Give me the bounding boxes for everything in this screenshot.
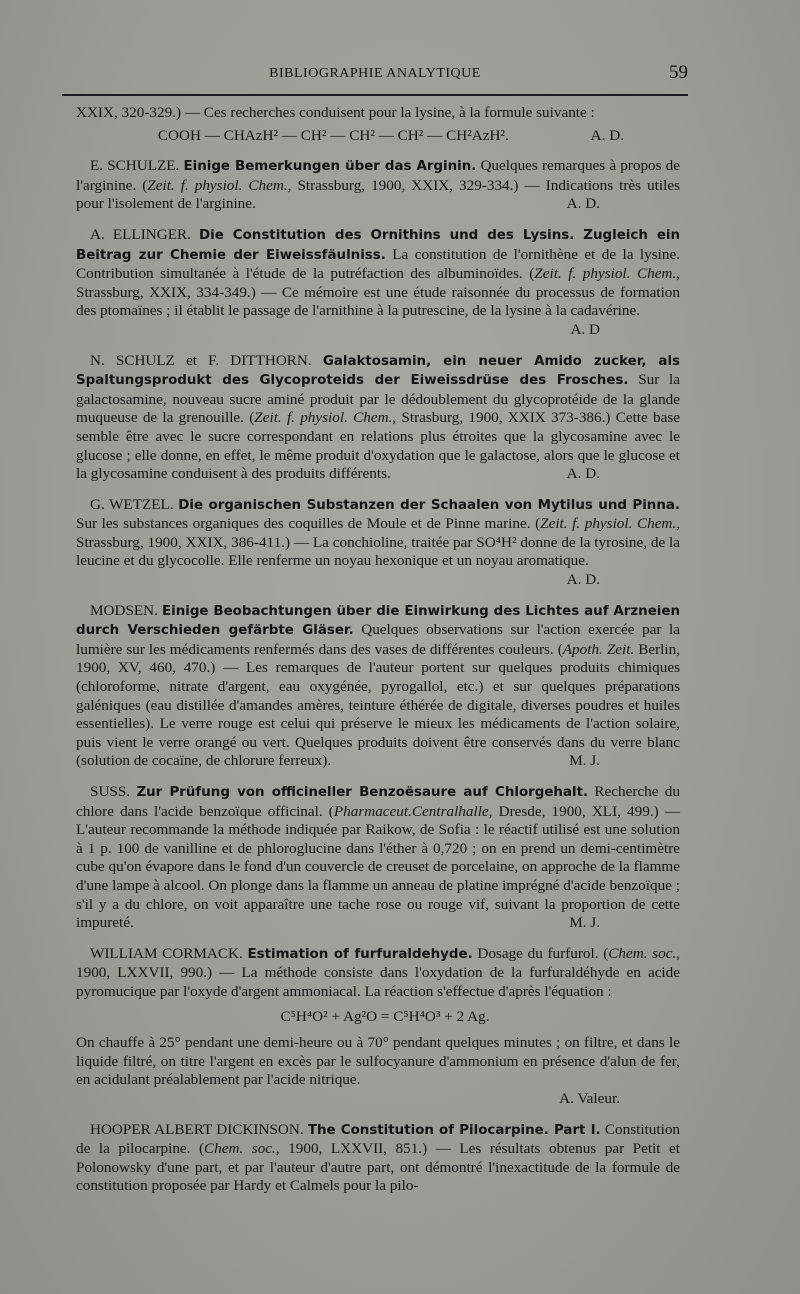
entry-author: HOOPER ALBERT DICKINSON. [90, 1120, 304, 1138]
entry-body: On chauffe à 25° pendant une demi-heure ou à 70° pendant quelques minutes ; on filtre, et dans le liquide filtré, on titre l'argent en excès par le sulfocyanure d'ammonium en présence d'alun de fer, en acidulant préalablement par l'acide nitrique. [76, 1034, 680, 1089]
entry-body: Sur la galactosamine, nouveau sucre aminé produit par le dédoublement du glycoprotéide de la glande muqueuse de la grenouille. ( [76, 371, 680, 427]
entry-body: , Strassburg, 1900, XXIX, 329-334.) — Indications très utiles pour l'isolement de l'arginine. [76, 176, 680, 213]
entry-source: Zeit. f. physiol. Chem. [534, 265, 677, 283]
header-rule [62, 94, 688, 96]
entry-schulze [76, 157, 680, 214]
entry-body: Quelques observations sur l'action exercée par la lumière sur les médicaments renfermés dans des vases de différentes couleurs. ( [76, 621, 680, 658]
entry-signature: M. J. [569, 752, 600, 770]
entry-ellinger [76, 226, 680, 340]
entry-signature: A. D [570, 320, 600, 338]
entry-title: Die Constitution des Ornithins und des Lysins. Zugleich ein Beitrag zur Chemie der Eiweissfäulniss. [76, 227, 681, 263]
entry-body: , Dresde, 1900, XLI, 499.) — L'auteur recommande la méthode indiquée par Raikow, de Sofia : le réactif utilisé est une solution à 1 p. 100 de vanilline et de phloroglucine dans l'éther à 0,720 ; on en prend un demi-centimètre cube qu'on évapore dans le fond d'un couvercle de creuset de porcelaine, on approche de la flamme d'une lampe à alcool. On plonge dans la flamme un anneau de platine imprégné d'acide benzoïque ; s'il y a du chlore, on voit apparaître une tache rose ou rouge vif, suivant la proportion de cette impureté. [76, 802, 681, 932]
entry-body: , 1900, LXXVII, 990.) — La méthode consiste dans l'oxydation de la furfuraldéhyde en acide pyromucique par l'oxyde d'argent ammoniacal. La réaction s'effectue d'après l'équation : [76, 944, 681, 1000]
entry-source: Zeit. f. physiol. Chem. [254, 409, 393, 427]
entry-body: , Strassburg, 1900, XXIX, 386-411.) — La conchioline, traitée par SO⁴H² donne de la tyrosine, de la leucine et du glycocolle. Elle renferme un noyau hexonique et un noyau aromatique. [76, 515, 680, 570]
intro-text: XXIX, 320-329.) — Ces recherches conduisent pour la lysine, à la formule suivante : [76, 104, 595, 121]
entry-author: SUSS. [90, 783, 131, 800]
entry-author: WILLIAM CORMACK. [90, 944, 243, 962]
entry-title: Die organischen Substanzen der Schaalen von Mytilus und Pinna. [178, 497, 680, 513]
entry-wetzel [76, 496, 680, 590]
entry-body: , Strasburg, 1900, XXIX 373-386.) Cette base semble être avec le sucre correspondant en relations plus étroites que la glycosamine avec le glucose ; elle donne, en effet, le même produit d'oxydation que le galactose, alors que le glucose et la glycosamine conduisent à des produits différents. [76, 409, 680, 483]
entry-source: Chem. soc. [608, 944, 677, 962]
page-header [62, 62, 688, 86]
entry-author: E. SCHULZE. [90, 157, 180, 175]
entry-title: Einige Beobachtungen über die Einwirkung des Lichtes auf Arzneien durch Verschieden gefärbte Gläser. [76, 603, 680, 639]
entry-cormack [76, 945, 680, 1109]
entry-suss [76, 783, 680, 933]
entry-title: Zur Prüfung von officineller Benzoësaure auf Chlorgehalt. [136, 785, 589, 800]
entry-source: Zeit. f. physiol. Chem. [540, 515, 677, 533]
entry-modsen [76, 602, 680, 771]
entry-signature: A. D. [590, 126, 624, 144]
entry-title: Einige Bemerkungen über das Arginin. [183, 159, 477, 175]
intro-paragraph [76, 104, 680, 123]
entry-title: Estimation of furfuraldehyde. [247, 946, 473, 962]
entry-signature: A. D. [566, 571, 600, 589]
entry-author: MODSEN. [90, 601, 158, 619]
formula-text: COOH — CHAzH² — CH² — CH² — CH² — CH²AzH². [157, 126, 509, 144]
entry-author: G. WETZEL. [90, 495, 174, 513]
entry-source: Zeit. f. physiol. Chem. [147, 176, 288, 194]
running-head: BIBLIOGRAPHIE ANALYTIQUE [269, 66, 481, 81]
entry-body: , 1900, LXXVII, 851.) — Les résultats obtenus par Petit et Polonowsky d'une part, et par l'auteur d'autre part, ont démontré l'inexactitude de la formule de constitution proposée par Hardy et Calmels pour la pilo- [76, 1140, 680, 1195]
entry-signature: M. J. [569, 914, 600, 932]
entry-title: Galaktosamin, ein neuer Amido zucker, als Spaltungsprodukt des Glycoproteids der Eiweissdrüse des Frosches. [76, 353, 681, 389]
intro-formula [76, 127, 680, 146]
entry-author: N. SCHULZ et F. DITTHORN. [90, 351, 312, 369]
entry-hooper [76, 1121, 680, 1196]
entry-source: Apoth. Zeit. [562, 640, 635, 658]
entry-body-continued [76, 1034, 680, 1090]
entry-body: Recherche du chlore dans l'acide benzoïque officinal. ( [76, 783, 680, 820]
page-number: 59 [669, 62, 688, 83]
entry-body: Constitution de la pilocarpine. ( [76, 1120, 681, 1158]
entry-schulz-ditthorn [76, 352, 680, 484]
entry-source: Chem. soc. [204, 1140, 276, 1158]
entry-author: A. ELLINGER. [90, 225, 191, 243]
entry-body: Berlin, 1900, XV, 460, 470.) — Les remarques de l'auteur portent sur quelques produits chimiques (chloroforme, nitrate d'argent, eau oxygénée, pyrogallol, etc.) et sur quelques préparations galéniques (eau distillée d'amandes amères, teinture éthérée de digitale, diverses poudres et huiles essentielles). Le verre rouge est celui qui préserve le mieux les médicaments de l'action solaire, puis vient le verre orangé ou vert. Quelques produits doivent être conservés dans du verre blanc (solution de cocaïne, de chlorure ferreux). [76, 640, 680, 770]
entry-body: , Strassburg, XXIX, 334-349.) — Ce mémoire est une étude raisonnée du processus de formation des ptomaïnes ; il établit le passage de l'arnithine à la putrescine, de la lysine à la cadavérine. [76, 265, 680, 320]
equation: C⁵H⁴O² + Ag²O = C⁵H⁴O³ + 2 Ag. [280, 1007, 490, 1025]
entry-signature: A. Valeur. [559, 1089, 620, 1107]
entry-signature: A. D. [566, 195, 600, 213]
entry-signature: A. D. [566, 465, 600, 483]
entry-title: The Constitution of Pilocarpine. Part I. [307, 1122, 601, 1138]
entry-body: La constitution de l'ornithène et de la lysine. Contribution simultanée à l'étude de la putréfaction des albuminoïdes. ( [76, 245, 681, 283]
entry-body: Sur les substances organiques des coquilles de Moule et de Pinne marine. ( [76, 515, 541, 533]
page-content [76, 104, 680, 1208]
entry-body: Quelques remarques à propos de l'arginine. ( [76, 157, 680, 194]
entry-source: Pharmaceut.Centralhalle [333, 802, 489, 820]
signature-line [76, 1090, 680, 1109]
entry-body: Dosage du furfurol. ( [477, 944, 609, 962]
